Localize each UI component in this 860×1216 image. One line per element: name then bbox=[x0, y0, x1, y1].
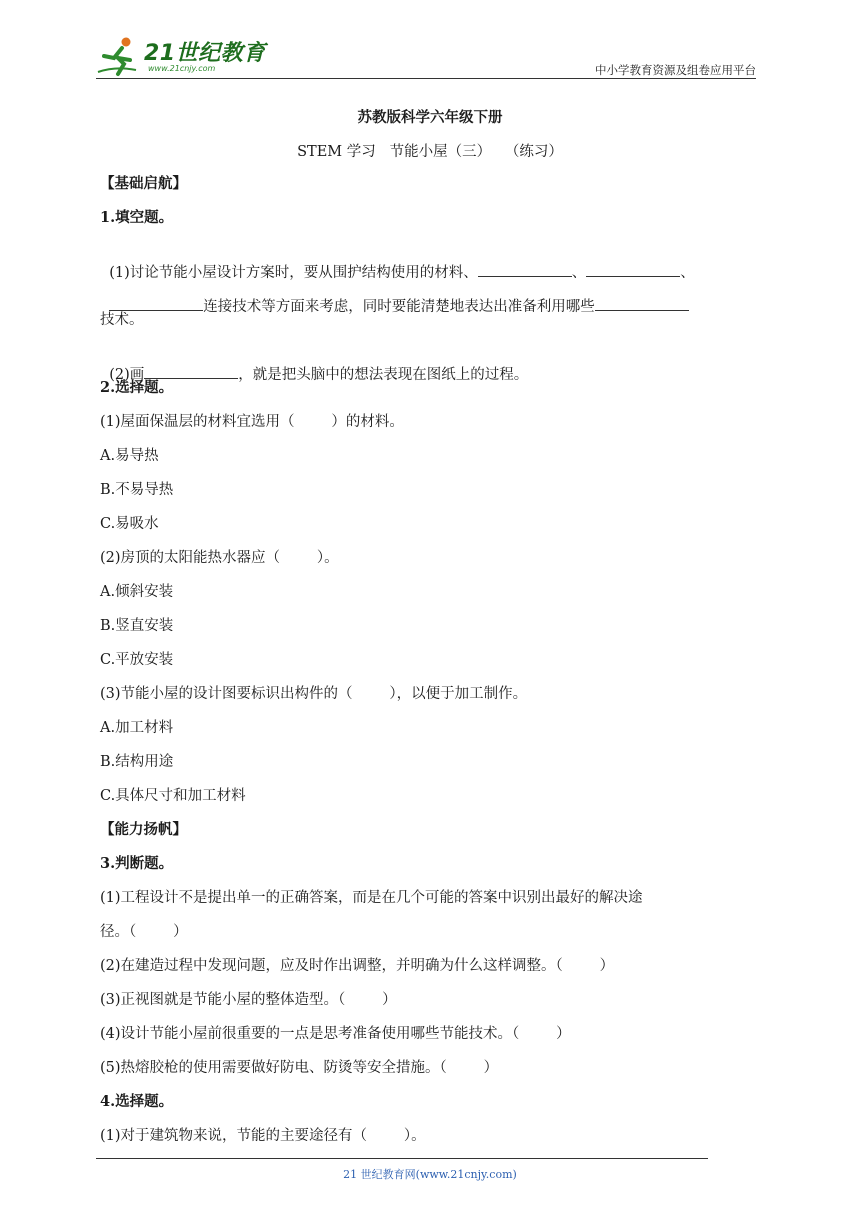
fill-blank[interactable] bbox=[478, 262, 572, 277]
question-1-2-text-a: (2)画 bbox=[109, 367, 145, 383]
logo-text: 21世纪教育 bbox=[144, 41, 266, 66]
question-4-1: (1)对于建筑物来说，节能的主要途径有（ ）。 bbox=[100, 1128, 426, 1144]
question-1-2-text-b: ，就是把头脑中的想法表现在图纸上的过程。 bbox=[238, 367, 529, 383]
page-subtitle: STEM 学习 节能小屋（三） （练习） bbox=[297, 144, 563, 160]
fill-blank[interactable] bbox=[109, 296, 203, 311]
question-2-2: (2)房顶的太阳能热水器应（ ）。 bbox=[100, 550, 339, 566]
option-a: A.加工材料 bbox=[100, 720, 174, 736]
header-tagline: 中小学教育资源及组卷应用平台 bbox=[595, 63, 756, 77]
option-c: C.平放安装 bbox=[100, 652, 174, 668]
separator: 、 bbox=[571, 265, 587, 281]
fill-blank[interactable] bbox=[586, 262, 680, 277]
option-b: B.竖直安装 bbox=[100, 618, 174, 634]
site-logo bbox=[96, 36, 266, 80]
section-heading-basic: 【基础启航】 bbox=[100, 175, 187, 192]
question-1-1-text-d: 技术。 bbox=[100, 312, 144, 328]
separator: 、 bbox=[680, 265, 695, 281]
question-1-1-line-2 bbox=[100, 276, 689, 317]
section-heading-ability: 【能力扬帆】 bbox=[100, 821, 187, 838]
question-3-5: (5)热熔胶枪的使用需要做好防电、防烫等安全措施。（ ） bbox=[100, 1060, 499, 1076]
question-3-4: (4)设计节能小屋前很重要的一点是思考准备使用哪些节能技术。（ ） bbox=[100, 1026, 571, 1042]
question-4-title: 4.选择题。 bbox=[100, 1093, 174, 1110]
fill-blank[interactable] bbox=[595, 296, 689, 311]
option-c: C.易吸水 bbox=[100, 516, 159, 532]
footer-text[interactable]: 21 世纪教育网(www.21cnjy.com) bbox=[343, 1168, 517, 1181]
option-a: A.易导热 bbox=[100, 448, 159, 464]
fill-blank[interactable] bbox=[144, 364, 238, 379]
page-title: 苏教版科学六年级下册 bbox=[357, 109, 503, 126]
question-3-1-line-2: 径。（ ） bbox=[100, 924, 188, 940]
option-c: C.具体尺寸和加工材料 bbox=[100, 788, 246, 804]
question-2-1: (1)屋面保温层的材料宜选用（ ）的材料。 bbox=[100, 414, 404, 430]
option-a: A.倾斜安装 bbox=[100, 584, 174, 600]
question-3-title: 3.判断题。 bbox=[100, 855, 174, 872]
question-2-title: 2.选择题。 bbox=[100, 379, 174, 396]
runner-logo-icon bbox=[96, 36, 142, 78]
logo-url: www.21cnjy.com bbox=[148, 64, 216, 73]
question-1-1-text-c: 连接技术等方面来考虑，同时要能清楚地表达出准备利用哪些 bbox=[203, 299, 595, 315]
header-divider bbox=[96, 78, 756, 79]
question-3-3: (3)正视图就是节能小屋的整体造型。（ ） bbox=[100, 992, 397, 1008]
question-3-1-line-1: (1)工程设计不是提出单一的正确答案，而是在几个可能的答案中识别出最好的解决途 bbox=[100, 890, 643, 906]
option-b: B.不易导热 bbox=[100, 482, 174, 498]
option-b: B.结构用途 bbox=[100, 754, 174, 770]
question-3-2: (2)在建造过程中发现问题，应及时作出调整，并明确为什么这样调整。（ ） bbox=[100, 958, 615, 974]
question-1-1-text-a: (1)讨论节能小屋设计方案时，要从围护结构使用的材料、 bbox=[109, 265, 478, 281]
footer-divider bbox=[96, 1158, 708, 1159]
question-2-3: (3)节能小屋的设计图要标识出构件的（ ），以便于加工制作。 bbox=[100, 686, 528, 702]
question-1-title: 1.填空题。 bbox=[100, 209, 174, 226]
